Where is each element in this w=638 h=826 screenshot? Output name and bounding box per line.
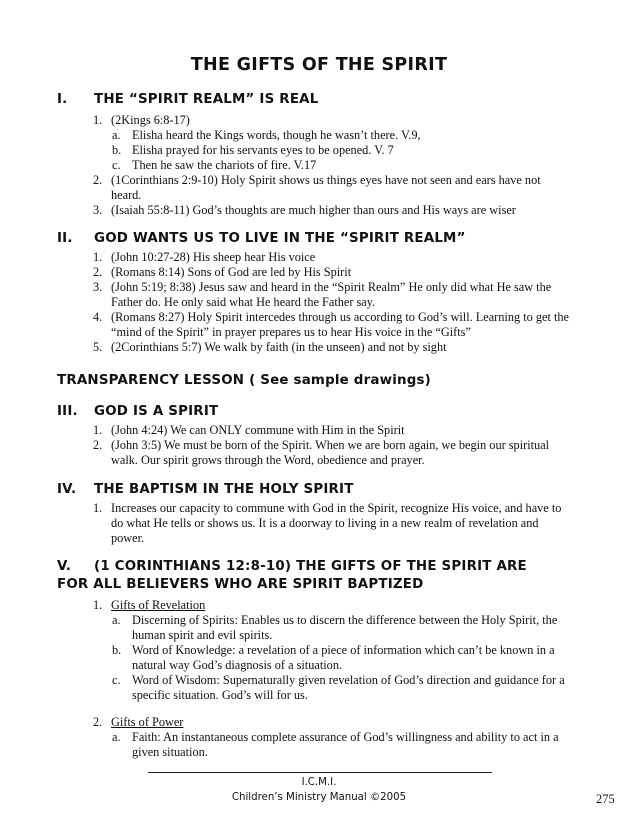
section-number: II.: [57, 231, 73, 246]
list-item: (John 5:19; 8:38) Jesus saw and heard in the “Spirit Realm” He only did what He saw the: [111, 280, 552, 294]
list-number: 1.: [93, 423, 103, 437]
sub-letter: c.: [112, 158, 121, 172]
page-number: 275: [596, 792, 615, 806]
list-item: (Isaiah 55:8-11) God’s thoughts are much higher than ours and His ways are wiser: [111, 203, 516, 217]
list-number: 2.: [93, 173, 103, 187]
list-number: 4.: [93, 310, 103, 324]
page-title: THE GIFTS OF THE SPIRIT: [190, 55, 448, 75]
section-2-heading: [57, 231, 466, 246]
section-number: III.: [57, 404, 78, 419]
section-title: THE “SPIRIT REALM” IS REAL: [94, 92, 319, 107]
list-number: 3.: [93, 280, 103, 294]
list-item-continuation: Father do. He only said what He heard the Father say.: [111, 295, 376, 309]
list-number: 2.: [93, 265, 103, 279]
list-item: (Romans 8:14) Sons of God are led by His Spirit: [111, 265, 352, 279]
list-number: 1.: [93, 250, 103, 264]
section-title: THE BAPTISM IN THE HOLY SPIRIT: [94, 482, 354, 497]
list-item-continuation: do what He tells or shows us. It is a doorway to living in a new realm of revelation and: [111, 516, 539, 530]
sub-item-continuation: given situation.: [132, 745, 208, 759]
section-number: IV.: [57, 482, 77, 497]
list-item-continuation: “mind of the Spirit” in prayer prepares us to hear His voice in the “Gifts”: [111, 325, 471, 339]
sub-item: Faith: An instantaneous complete assurance of God’s willingness and ability to act in a: [132, 730, 559, 744]
footer-manual-title: Children’s Ministry Manual ©2005: [231, 792, 407, 803]
list-item: (John 4:24) We can ONLY commune with Him in the Spirit: [111, 423, 405, 437]
list-item-continuation: heard.: [111, 188, 142, 202]
list-number: 2.: [93, 715, 103, 729]
list-item-gifts-of-revelation: Gifts of Revelation: [111, 598, 206, 612]
list-number: 5.: [93, 340, 103, 354]
list-number: 2.: [93, 438, 103, 452]
list-item: (1Corinthians 2:9-10) Holy Spirit shows us things eyes have not seen and ears have not: [111, 173, 541, 187]
list-number: 1.: [93, 501, 103, 515]
section-number: V.: [57, 559, 72, 574]
sub-item-continuation: human spirit and evil spirits.: [132, 628, 273, 642]
sub-letter: a.: [112, 613, 121, 627]
sub-item: Discerning of Spirits: Enables us to discern the difference between the Holy Spirit, the: [132, 613, 558, 627]
section-number: I.: [57, 92, 68, 107]
sub-item: Word of Knowledge: a revelation of a piece of information which can’t be known in a: [132, 643, 555, 657]
sub-item: Word of Wisdom: Supernaturally given revelation of God’s direction and guidance for a: [132, 673, 565, 687]
section-title: GOD WANTS US TO LIVE IN THE “SPIRIT REALM”: [94, 231, 466, 246]
sub-letter: b.: [112, 643, 122, 657]
sub-letter: a.: [112, 730, 121, 744]
sub-letter: b.: [112, 143, 122, 157]
section-1-heading: [57, 92, 318, 107]
sub-item: Elisha prayed for his servants eyes to be opened. V. 7: [132, 143, 394, 157]
footer-divider: [148, 772, 492, 773]
sub-letter: c.: [112, 673, 121, 687]
list-number: 3.: [93, 203, 103, 217]
section-4-heading: [57, 482, 354, 497]
list-item-gifts-of-power: Gifts of Power: [111, 715, 184, 729]
section-3-heading: [57, 404, 218, 419]
section-5-heading: [57, 559, 527, 574]
sub-letter: a.: [112, 128, 121, 142]
section-5-heading-continuation: FOR ALL BELIEVERS WHO ARE SPIRIT BAPTIZED: [57, 577, 424, 592]
sub-item: Then he saw the chariots of fire. V.17: [132, 158, 317, 172]
list-number: 1.: [93, 113, 103, 127]
sub-item-continuation: specific situation. God’s will for us.: [132, 688, 308, 702]
list-item: (2Kings 6:8-17): [111, 113, 190, 127]
sub-item: Elisha heard the Kings words, though he wasn’t there. V.9,: [132, 128, 421, 142]
footer-organization: I.C.M.I.: [301, 777, 337, 788]
section-title: (1 CORINTHIANS 12:8-10) THE GIFTS OF THE SPIRIT ARE: [94, 559, 527, 574]
list-item-continuation: walk. Our spirit grows through the Word, obedience and prayer.: [111, 453, 425, 467]
list-item: (John 3:5) We must be born of the Spirit. When we are born again, we begin our spiritual: [111, 438, 550, 452]
list-item: Increases our capacity to commune with God in the Spirit, recognize His voice, and have to: [111, 501, 562, 515]
list-item-continuation: power.: [111, 531, 145, 545]
list-number: 1.: [93, 598, 103, 612]
section-title: GOD IS A SPIRIT: [94, 404, 219, 419]
sub-item-continuation: natural way God’s diagnosis of a situation.: [132, 658, 343, 672]
list-item: (John 10:27-28) His sheep hear His voice: [111, 250, 316, 264]
list-item: (Romans 8:27) Holy Spirit intercedes through us according to God’s will. Learning to get the: [111, 310, 569, 324]
list-item: (2Corinthians 5:7) We walk by faith (in the unseen) and not by sight: [111, 340, 447, 354]
transparency-lesson-heading: TRANSPARENCY LESSON ( See sample drawings): [57, 373, 431, 388]
